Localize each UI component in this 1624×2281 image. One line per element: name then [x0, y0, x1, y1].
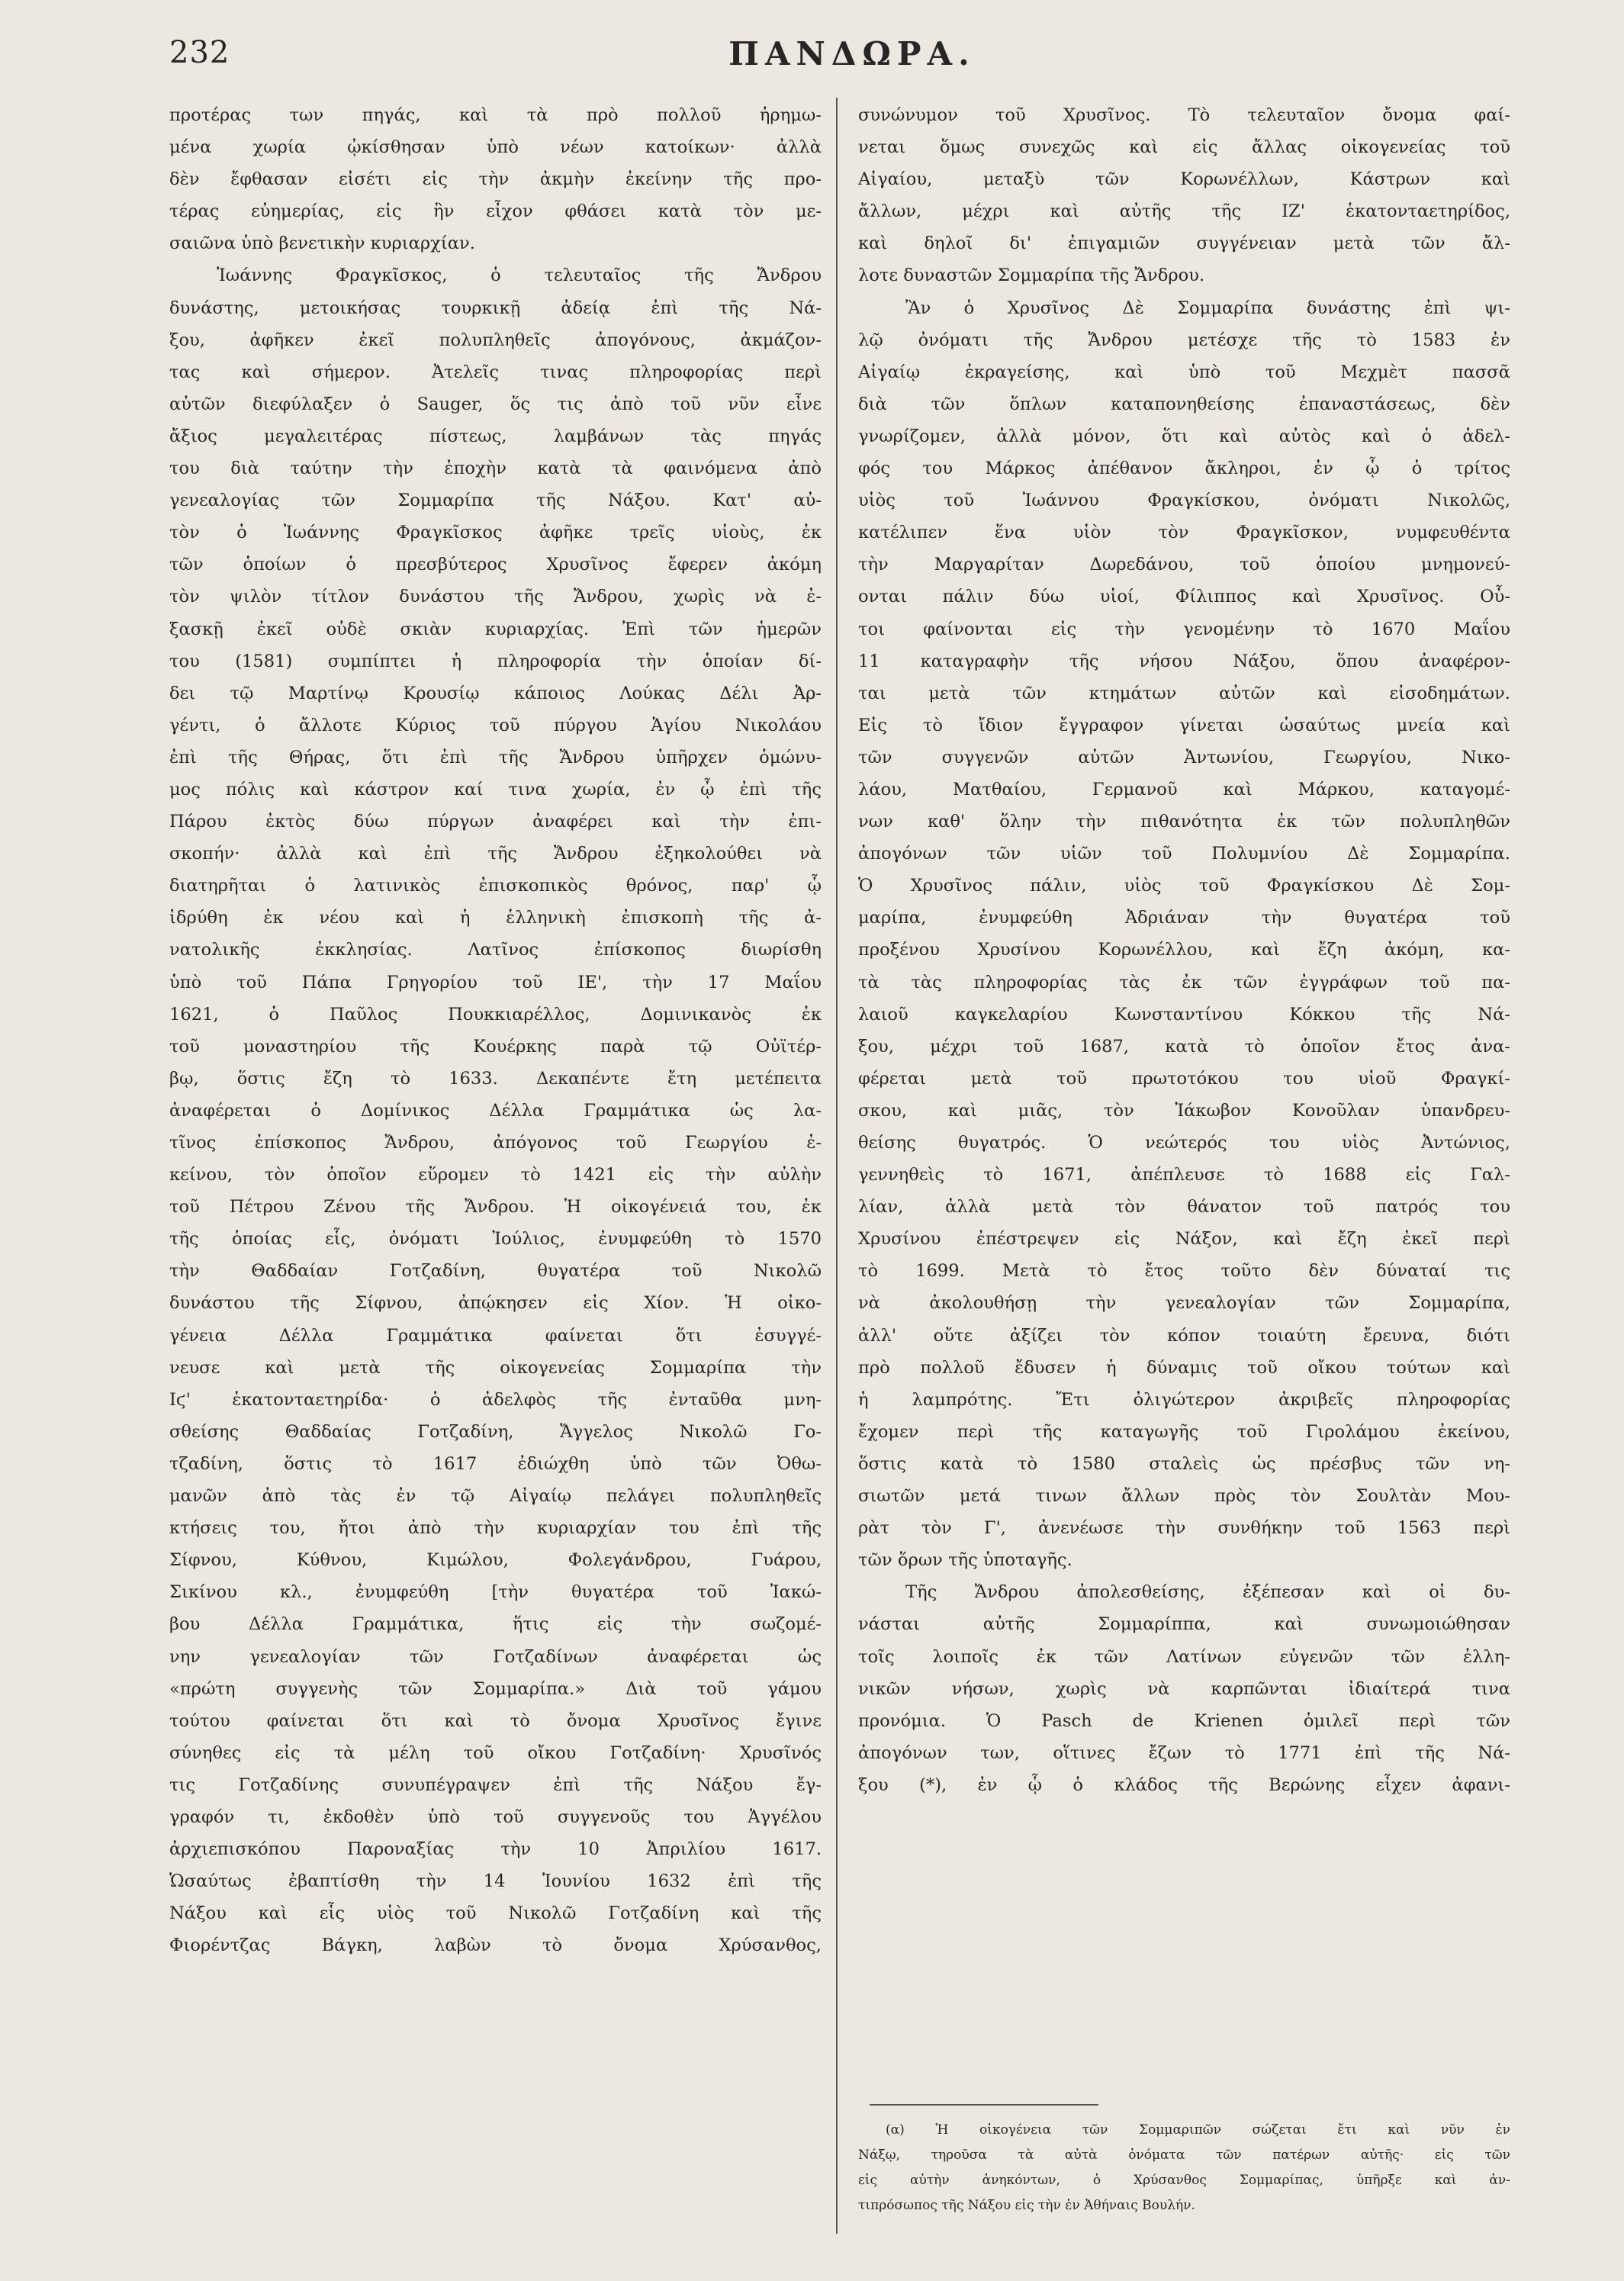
text-line: καὶ δηλοῖ δι' ἐπιγαμιῶν συγγένειαν μετὰ τῶν ἄλ-	[858, 233, 1510, 254]
text-line: Ἂν ὁ Χρυσῖνος Δὲ Σομμαρίπα δυνάστης ἐπὶ ψι-	[905, 298, 1510, 318]
text-line: νευσε καὶ μετὰ τῆς οἰκογενείας Σομμαρίπα τὴν	[169, 1357, 822, 1378]
text-line: Ὡσαύτως ἐβαπτίσθη τὴν 14 Ἰουνίου 1632 ἐπὶ τῆς	[169, 1871, 822, 1892]
text-line: σαιῶνα ὑπὸ βενετικὴν κυριαρχίαν.	[169, 233, 475, 254]
footnote-line: (α) Ἡ οἰκογένεια τῶν Σομμαριπῶν σώζεται ἔτι καὶ νῦν ἐν	[886, 2122, 1510, 2138]
text-line: κατέλιπεν ἕνα υἱὸν τὸν Φραγκῖσκον, νυμφευθέντα	[858, 523, 1510, 543]
text-line: ἔχομεν περὶ τῆς καταγωγῆς τοῦ Γιρολάμου ἐκείνου,	[858, 1421, 1510, 1442]
text-line: ται μετὰ τῶν κτημάτων αὐτῶν καὶ εἰσοδημάτων.	[858, 683, 1510, 703]
text-line: αὐτῶν διεφύλαξεν ὁ Sauger, ὅς τις ἀπὸ τοῦ νῦν εἶνε	[169, 394, 822, 414]
text-line: λοτε δυναστῶν Σομμαρίπα τῆς Ἄνδρου.	[858, 265, 1205, 286]
text-line: ἐπὶ τῆς Θήρας, ὅτι ἐπὶ τῆς Ἄνδρου ὑπῆρχεν ὁμώνυ-	[169, 747, 822, 767]
text-line: Ιϛ' ἑκατονταετηρίδα· ὁ ἀδελφὸς τῆς ἐνταῦθα μνη-	[169, 1389, 822, 1410]
text-line: ξου (*), ἐν ᾧ ὁ κλάδος τῆς Βερώνης εἶχεν ἀφανι-	[858, 1774, 1510, 1795]
footnote-line: τιπρόσωπος τῆς Νάξου εἰς τὴν ἐν Ἀθήναις Βουλήν.	[858, 2198, 1195, 2213]
text-line: μένα χωρία ᾠκίσθησαν ὑπὸ νέων κατοίκων· ἀλλὰ	[169, 137, 822, 158]
text-line: νάσται αὐτῆς Σομμαρίππα, καὶ συνωμοιώθησαν	[858, 1614, 1510, 1635]
text-line: Νάξου καὶ εἷς υἱὸς τοῦ Νικολῶ Γοτζαδίνη καὶ τῆς	[169, 1903, 822, 1924]
text-line: λαιοῦ καγκελαρίου Κωνσταντίνου Κόκκου τῆς Νά-	[858, 1004, 1510, 1025]
text-line: ἀναφέρεται ὁ Δομίνικος Δέλλα Γραμμάτικα ὡς λα-	[169, 1100, 822, 1121]
text-line: νεται ὅμως συνεχῶς καὶ εἰς ἄλλας οἰκογενείας τοῦ	[858, 137, 1510, 158]
text-line: γένεια Δέλλα Γραμμάτικα φαίνεται ὅτι ἐσυγγέ-	[169, 1325, 822, 1346]
text-line: ἀλλ' οὔτε ἀξίζει τὸν κόπον τοιαύτη ἔρευνα, διότι	[858, 1325, 1510, 1346]
text-line: Ἰωάννης Φραγκῖσκος, ὁ τελευταῖος τῆς Ἄνδρου	[217, 265, 822, 286]
text-line: τέρας εὐημερίας, εἰς ἣν εἶχον φθάσει κατὰ τὸν με-	[169, 201, 822, 222]
text-line: βου Δέλλα Γραμμάτικα, ἥτις εἰς τὴν σωζομέ-	[169, 1614, 822, 1635]
text-line: Εἰς τὸ ἴδιον ἔγγραφον γίνεται ὡσαύτως μνεία καὶ	[858, 715, 1510, 735]
text-line: σθείσης Θαδδαίας Γοτζαδίνη, Ἄγγελος Νικολῶ Γο-	[169, 1421, 822, 1442]
text-line: Σίφνου, Κύθνου, Κιμώλου, Φολεγάνδρου, Γυάρου,	[169, 1550, 822, 1571]
text-line: ἀπογόνων των, οἵτινες ἔζων τὸ 1771 ἐπὶ τῆς Νά-	[858, 1742, 1510, 1763]
text-line: τας καὶ σήμερον. Ἀτελεῖς τινας πληροφορίας περὶ	[169, 362, 822, 382]
running-title: ΠΑΝΔΩΡΑ.	[728, 35, 976, 72]
text-line: Τῆς Ἄνδρου ἀπολεσθείσης, ἐξέπεσαν καὶ οἱ δυ-	[905, 1582, 1510, 1603]
text-line: τῶν ὁποίων ὁ πρεσβύτερος Χρυσῖνος ἔφερεν ἀκόμη	[169, 555, 822, 575]
text-line: νην γενεαλογίαν τῶν Γοτζαδίνων ἀναφέρεται ὡς	[169, 1646, 822, 1667]
text-line: ἡ λαμπρότης. Ἔτι ὀλιγώτερον ἀκριβεῖς πληροφορίας	[858, 1389, 1510, 1410]
text-line: τῶν ὅρων τῆς ὑποταγῆς.	[858, 1550, 1072, 1571]
text-line: ὑπὸ τοῦ Πάπα Γρηγορίου τοῦ ΙΕ', τὴν 17 Μαΐου	[169, 972, 822, 993]
text-line: τοῖς λοιποῖς ἐκ τῶν Λατίνων εὐγενῶν τῶν ἑλλη-	[858, 1646, 1510, 1667]
text-line: του διὰ ταύτην τὴν ἐποχὴν κατὰ τὰ φαινόμενα ἀπὸ	[169, 458, 822, 479]
text-line: διατηρῆται ὁ λατινικὸς ἐπισκοπικὸς θρόνος, παρ' ᾧ	[169, 876, 822, 896]
text-line: γέντι, ὁ ἄλλοτε Κύριος τοῦ πύργου Ἁγίου Νικολάου	[169, 715, 822, 735]
text-line: γραφόν τι, ἐκδοθὲν ὑπὸ τοῦ συγγενοῦς του Ἀγγέλου	[169, 1806, 822, 1827]
right-column	[858, 99, 1510, 1801]
text-line: σιωτῶν μετά τινων ἄλλων πρὸς τὸν Σουλτὰν Μου-	[858, 1486, 1510, 1507]
text-line: ξασκῇ ἐκεῖ οὐδὲ σκιὰν κυριαρχίας. Ἐπὶ τῶν ἡμερῶν	[169, 619, 822, 639]
text-line: γεννηθεὶς τὸ 1671, ἀπέπλευσε τὸ 1688 εἰς Γαλ-	[858, 1165, 1510, 1186]
text-line: φέρεται μετὰ τοῦ πρωτοτόκου του υἱοῦ Φραγκί-	[858, 1068, 1510, 1089]
text-line: ἱδρύθη ἐκ νέου καὶ ἡ ἑλληνικὴ ἐπισκοπὴ τῆς ἀ-	[169, 908, 822, 928]
text-line: Φιορέντζας Βάγκη, λαβὼν τὸ ὄνομα Χρύσανθος,	[169, 1935, 822, 1956]
text-line: ἀπογόνων τῶν υἱῶν τοῦ Πολυμνίου Δὲ Σομμαρίπα.	[858, 844, 1510, 864]
text-line: τούτου φαίνεται ὅτι καὶ τὸ ὄνομα Χρυσῖνος ἔγινε	[169, 1710, 822, 1731]
text-line: σύνηθες εἰς τὰ μέλη τοῦ οἴκου Γοτζαδίνη· Χρυσῖνός	[169, 1742, 822, 1763]
text-line: τις Γοτζαδίνης συνυπέγραψεν ἐπὶ τῆς Νάξου ἔγ-	[169, 1774, 822, 1795]
text-line: δυνάστου τῆς Σίφνου, ἀπῴκησεν εἰς Χίον. Ἡ οἰκο-	[169, 1293, 822, 1314]
text-line: τὸν ψιλὸν τίτλον δυνάστου τῆς Ἄνδρου, χωρὶς νὰ ἐ-	[169, 587, 822, 607]
text-line: Χρυσίνου ἐπέστρεψεν εἰς Νάξον, καὶ ἔζη ἐκεῖ περὶ	[858, 1229, 1510, 1250]
text-line: βῳ, ὅστις ἔζη τὸ 1633. Δεκαπέντε ἔτη μετέπειτα	[169, 1068, 822, 1089]
text-line: μαρίπα, ἐνυμφεύθη Ἀδριάναν τὴν θυγατέρα τοῦ	[858, 908, 1510, 928]
text-line: διὰ τῶν ὅπλων καταπονηθείσης ἐπαναστάσεως, δὲν	[858, 394, 1510, 414]
text-line: σκου, καὶ μιᾶς, τὸν Ἰάκωβον Κονοῦλαν ὑπανδρευ-	[858, 1100, 1510, 1121]
text-line: νικῶν νήσων, χωρὶς νὰ καρπῶνται ἰδιαίτερά τινα	[858, 1678, 1510, 1699]
text-line: ξου, ἀφῆκεν ἐκεῖ πολυπληθεῖς ἀπογόνους, ἀκμάζον-	[169, 330, 822, 350]
text-line: Πάρου ἐκτὸς δύω πύργων ἀναφέρει καὶ τὴν ἐπι-	[169, 812, 822, 832]
text-line: φός του Μάρκος ἀπέθανον ἄκληροι, ἐν ᾧ ὁ τρίτος	[858, 458, 1510, 479]
text-line: μανῶν ἀπὸ τὰς ἐν τῷ Αἰγαίῳ πελάγει πολυπληθεῖς	[169, 1486, 822, 1507]
text-line: ονται πάλιν δύω υἱοί, Φίλιππος καὶ Χρυσῖνος. Οὗ-	[858, 587, 1510, 607]
left-column	[169, 99, 822, 1961]
text-line: νατολικῆς ἐκκλησίας. Λατῖνος ἐπίσκοπος διωρίσθη	[169, 940, 822, 960]
text-line: 1621, ὁ Παῦλος Πουκκιαρέλλος, Δομινικανὸς ἐκ	[169, 1004, 822, 1025]
text-line: τοι φαίνονται εἰς τὴν γενομένην τὸ 1670 Μαΐου	[858, 619, 1510, 639]
text-line: λάου, Ματθαίου, Γερμανοῦ καὶ Μάρκου, καταγομέ-	[858, 779, 1510, 799]
text-line: λῷ ὀνόματι τῆς Ἄνδρου μετέσχε τῆς τὸ 1583 ἐν	[858, 330, 1510, 350]
footnote-line: Νάξῳ, τηροῦσα τὰ αὐτὰ ὀνόματα τῶν πατέρων αὐτῆς· εἰς τῶν	[858, 2147, 1510, 2163]
text-line: τζαδίνη, ὅστις τὸ 1617 ἐδιώχθη ὑπὸ τῶν Ὀθω-	[169, 1453, 822, 1474]
text-line: Ὁ Χρυσῖνος πάλιν, υἱὸς τοῦ Φραγκίσκου Δὲ Σομ-	[858, 876, 1510, 896]
text-line: νὰ ἀκολουθήσῃ τὴν γενεαλογίαν τῶν Σομμαρίπα,	[858, 1293, 1510, 1314]
text-line: τὸ 1699. Μετὰ τὸ ἔτος τοῦτο δὲν δύναταί τις	[858, 1261, 1510, 1282]
text-line: συνώνυμον τοῦ Χρυσῖνος. Τὸ τελευταῖον ὄνομα φαί-	[858, 105, 1510, 125]
text-line: ρὰτ τὸν Γ', ἀνενέωσε τὴν συνθήκην τοῦ 1563 περὶ	[858, 1518, 1510, 1539]
text-line: τὰ τὰς πληροφορίας τὰς ἐκ τῶν ἐγγράφων τοῦ πα-	[858, 972, 1510, 993]
text-line: λίαν, ἀλλὰ μετὰ τὸν θάνατον τοῦ πατρός του	[858, 1197, 1510, 1218]
text-line: προτέρας των πηγάς, καὶ τὰ πρὸ πολλοῦ ἠρημω-	[169, 105, 822, 125]
text-line: Αἰγαίῳ ἐκραγείσης, καὶ ὑπὸ τοῦ Μεχμὲτ πασσᾶ	[858, 362, 1510, 382]
text-line: κτήσεις του, ἤτοι ἀπὸ τὴν κυριαρχίαν του ἐπὶ τῆς	[169, 1518, 822, 1539]
text-line: του (1581) συμπίπτει ἡ πληροφορία τὴν ὁποίαν δί-	[169, 651, 822, 671]
text-line: γνωρίζομεν, ἀλλὰ μόνον, ὅτι καὶ αὐτὸς καὶ ὁ ἀδελ-	[858, 426, 1510, 446]
text-line: κείνου, τὸν ὁποῖον εὕρομεν τὸ 1421 εἰς τὴν αὐλὴν	[169, 1165, 822, 1186]
text-line: τῆς ὁποίας εἷς, ὀνόματι Ἰούλιος, ἐνυμφεύθη τὸ 1570	[169, 1229, 822, 1250]
text-line: δει τῷ Μαρτίνῳ Κρουσίῳ κάποιος Λούκας Δέλι Ἀρ-	[169, 683, 822, 703]
text-line: γενεαλογίας τῶν Σομμαρίπα τῆς Νάξου. Κατ' αὐ-	[169, 491, 822, 511]
text-line: τοῦ μοναστηρίου τῆς Κουέρκης παρὰ τῷ Οὐϊτέρ-	[169, 1036, 822, 1057]
text-line: ἄλλων, μέχρι καὶ αὐτῆς τῆς ΙΖ' ἑκατονταετηρίδος,	[858, 201, 1510, 222]
page-header	[169, 31, 1535, 84]
text-line: προξένου Χρυσίνου Κορωνέλλου, καὶ ἔζη ἀκόμη, κα-	[858, 940, 1510, 960]
footnote-rule	[870, 2104, 1098, 2106]
text-line: ἀρχιεπισκόπου Παροναξίας τὴν 10 Ἀπριλίου 1617.	[169, 1839, 822, 1860]
column-divider	[836, 98, 838, 2234]
text-line: ἄξιος μεγαλειτέρας πίστεως, λαμβάνων τὰς πηγάς	[169, 426, 822, 446]
text-line: τὴν Θαδδαίαν Γοτζαδίνη, θυγατέρα τοῦ Νικολῶ	[169, 1261, 822, 1282]
text-line: σκοπήν· ἀλλὰ καὶ ἐπὶ τῆς Ἄνδρου ἐξηκολούθει νὰ	[169, 844, 822, 864]
text-line: τὸν ὁ Ἰωάννης Φραγκῖσκος ἀφῆκε τρεῖς υἱοὺς, ἐκ	[169, 523, 822, 543]
text-line: δυνάστης, μετοικήσας τουρκικῇ ἀδείᾳ ἐπὶ τῆς Νά-	[169, 298, 822, 318]
text-line: τοῦ Πέτρου Ζένου τῆς Ἄνδρου. Ἡ οἰκογένειά του, ἐκ	[169, 1197, 822, 1218]
text-line: μος πόλις καὶ κάστρον καί τινα χωρία, ἐν ᾧ ἐπὶ τῆς	[169, 779, 822, 799]
text-line: πρὸ πολλοῦ ἔδυσεν ἡ δύναμις τοῦ οἴκου τούτων καὶ	[858, 1357, 1510, 1378]
footnote	[858, 2118, 1510, 2218]
text-line: ὅστις κατὰ τὸ 1580 σταλεὶς ὡς πρέσβυς τῶν νη-	[858, 1453, 1510, 1474]
text-line: τῶν συγγενῶν αὐτῶν Ἀντωνίου, Γεωργίου, Νικο-	[858, 747, 1510, 767]
text-line: Σικίνου κλ., ἐνυμφεύθη [τὴν θυγατέρα τοῦ Ἰακώ-	[169, 1582, 822, 1603]
text-line: τῖνος ἐπίσκοπος Ἄνδρου, ἀπόγονος τοῦ Γεωργίου ἐ-	[169, 1133, 822, 1153]
text-line: νων καθ' ὅλην τὴν πιθανότητα ἐκ τῶν πολυπληθῶν	[858, 812, 1510, 832]
text-line: θείσης θυγατρός. Ὁ νεώτερός του υἱὸς Ἀντώνιος,	[858, 1133, 1510, 1153]
text-line: τὴν Μαργαρίταν Δωρεδάνου, τοῦ ὁποίου μνημονεύ-	[858, 555, 1510, 575]
text-line: ξου, μέχρι τοῦ 1687, κατὰ τὸ ὁποῖον ἔτος ἀνα-	[858, 1036, 1510, 1057]
text-line: «πρώτη συγγενὴς τῶν Σομμαρίπα.» Διὰ τοῦ γάμου	[169, 1678, 822, 1699]
text-line: προνόμια. Ὁ Pasch de Krienen ὁμιλεῖ περὶ τῶν	[858, 1710, 1510, 1731]
page-number: 232	[169, 35, 230, 70]
text-line: Αἰγαίου, μεταξὺ τῶν Κορωνέλλων, Κάστρων καὶ	[858, 169, 1510, 190]
text-line: δὲν ἔφθασαν εἰσέτι εἰς τὴν ἀκμὴν ἐκείνην τῆς προ-	[169, 169, 822, 190]
text-line: υἱὸς τοῦ Ἰωάννου Φραγκίσκου, ὀνόματι Νικολῶς,	[858, 491, 1510, 511]
footnote-line: εἰς αὐτὴν ἀνηκόντων, ὁ Χρύσανθος Σομμαρίπας, ὑπῆρξε καὶ ἀν-	[858, 2173, 1510, 2188]
text-line: 11 καταγραφὴν τῆς νήσου Νάξου, ὅπου ἀναφέρον-	[858, 651, 1510, 671]
